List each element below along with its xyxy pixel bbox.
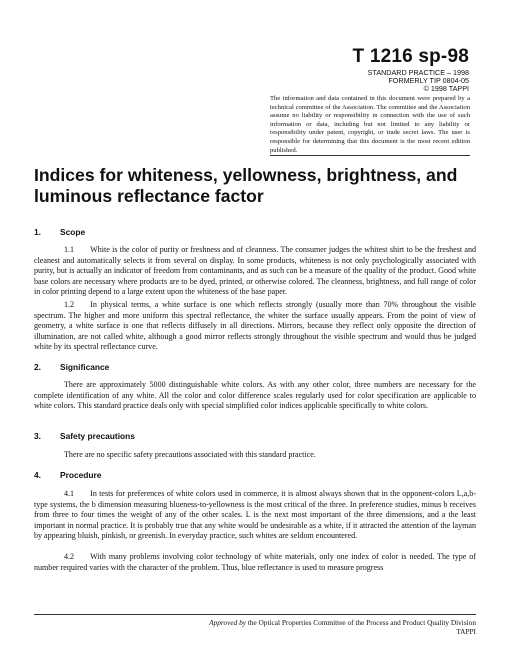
copyright-line: © 1998 TAPPI — [423, 84, 469, 93]
paragraph-4-1: 4.1 In tests for preferences of white colors used in commerce, it is almost always shown that in the opponent-colors L,a,b-type systems, the b dimension measuring blueness-to-yellowness is the most critical of the three. In preference studies, minus b receives from three to four times the weight of any of the other scales. L is the next most important of the three dimensions, and a the least important in normal practice. It is probably true that any white would be undesirable as a white, if it attracted the attention of the layman by appearing bluish, pinkish, or greenish. In everyday practice, such whites are seldom encountered. — [34, 489, 476, 541]
document-title: Indices for whiteness, yellowness, brightness, and luminous reflectance factor — [34, 165, 458, 206]
section-heading-scope — [34, 227, 85, 237]
footer-divider — [34, 614, 476, 615]
paragraph-1-2: 1.2 In physical terms, a white surface is one which reflects strongly (usually more than 70% throughout the visible spectrum. The higher and more uniform this spectral reflectance, the whiter the surface usually appears. From the point of view of geometry, a white surface is one that reflects diffusely in all directions. Mirrors, because they reflect only opposite the direction of illumination, are not called white, although a good mirror reflects strongly throughout the visible spectrum and would thus be judged white by its spectral reflectance curve. — [34, 300, 476, 352]
document-number: T 1216 sp-98 — [352, 46, 469, 67]
disclaimer-divider — [270, 155, 470, 156]
standard-practice-line: STANDARD PRACTICE – 1998 — [367, 68, 469, 77]
paragraph-2: There are approximately 5000 distinguishable white colors. As with any other color, three numbers are necessary for the complete identification of any white. All the color and color difference scales regularly used for color specification are applicable to white colors. This standard practice deals only with special simplified color indices applicable specifically to white colors. — [34, 380, 476, 411]
section-title: Scope — [60, 227, 86, 237]
paragraph-4-2: 4.2 With many problems involving color technology of white materials, only one index of color is needed. The type of number required varies with the character of the problem. Thus, blue reflectance is used to measure progress — [34, 552, 476, 572]
paragraph-1-1: 1.1 White is the color of purity or freshness and of cleanness. The consumer judges the whitest shirt to be the freshest and cleanest and automatically selects it from several on display. In some products, whiteness is not only psychologically associated with purity, but is actually an indicator of freedom from contaminants, and as such can be a measure of the quality of the product. Good white base colors are necessary where products are to be dyed, printed, or otherwise colored. The cleanness, brightness, and full range of color in color printing depend to a large extent upon the whiteness of the base paper. — [34, 245, 476, 297]
approving-committee: the Optical Properties Committee of the Process and Product Quality Division — [245, 618, 476, 627]
approval-line — [34, 618, 476, 627]
section-number: 1. — [34, 227, 41, 237]
section-heading-safety — [34, 431, 135, 441]
footer-org: TAPPI — [456, 627, 476, 636]
section-number: 2. — [34, 362, 41, 372]
formerly-line: FORMERLY TIP 0804-05 — [388, 76, 469, 85]
paragraph-3: There are no specific safety precautions associated with this standard practice. — [64, 450, 316, 459]
section-title: Significance — [60, 362, 110, 372]
section-number: 4. — [34, 470, 41, 480]
section-title: Safety precautions — [60, 431, 135, 441]
approved-by-label: Approved by — [209, 618, 246, 627]
section-heading-procedure — [34, 470, 101, 480]
footer — [34, 618, 476, 636]
disclaimer-text: The information and data contained in this document were prepared by a technical committee of the Association. The committee and the Association assume no liability or responsibility in connection with the use of such information or data, including but not limited to any liability or responsibility under patent, copyright, or trade secret laws. The user is responsible for determining that this document is the most recent edition published. — [270, 95, 470, 154]
section-title: Procedure — [60, 470, 102, 480]
section-heading-significance — [34, 362, 109, 372]
section-number: 3. — [34, 431, 41, 441]
